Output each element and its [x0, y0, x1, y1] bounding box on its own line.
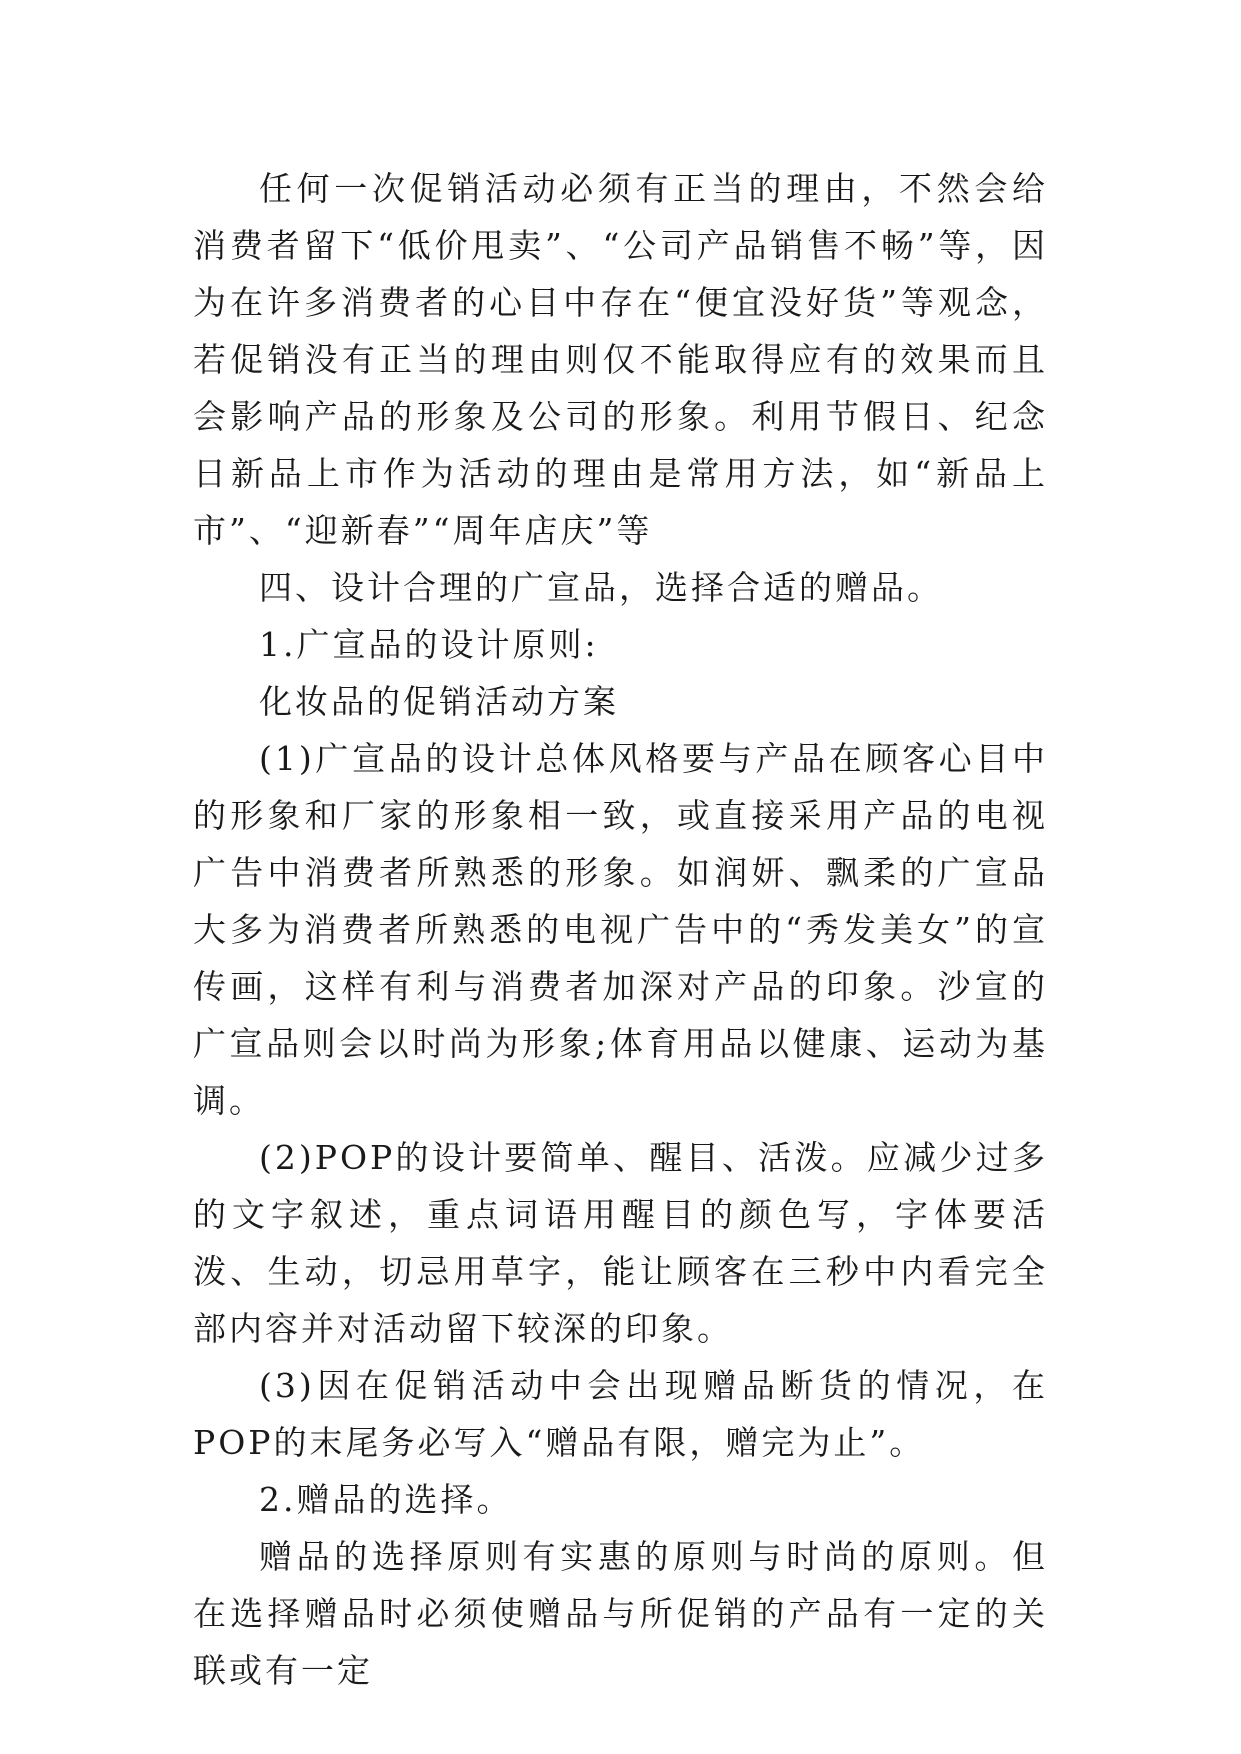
paragraph-item-1: (1)广宣品的设计总体风格要与产品在顾客心目中的形象和厂家的形象相一致，或直接采用产品的电视广告中消费者所熟悉的形象。如润妍、飘柔的广宣品大多为消费者所熟悉的电视广告中的“秀发美女”的宣传画，这样有利与消费者加深对产品的印象。沙宣的广宣品则会以时尚为形象;体育用品以健康、运动为基调。: [193, 739, 1048, 1120]
section-heading-four: 四、设计合理的广宣品，选择合适的赠品。: [259, 568, 943, 607]
paragraph-promotion-reason: 任何一次促销活动必须有正当的理由，不然会给消费者留下“低价甩卖”、“公司产品销售不畅”等，因为在许多消费者的心目中存在“便宜没好货”等观念，若促销没有正当的理由则仅不能取得应有的效果而且会影响产品的形象及公司的形象。利用节假日、纪念日新品上市作为活动的理由是常用方法，如“新品上市”、“迎新春”“周年店庆”等: [193, 169, 1048, 550]
paragraph-gift-principles: 赠品的选择原则有实惠的原则与时尚的原则。但在选择赠品时必须使赠品与所促销的产品有一定的关联或有一定: [193, 1537, 1048, 1690]
subheading-gift-selection: 2.赠品的选择。: [259, 1480, 513, 1519]
inline-title-cosmetics-plan: 化妆品的促销活动方案: [259, 682, 619, 721]
subheading-design-principles: 1.广宣品的设计原则:: [259, 625, 599, 664]
paragraph-item-3: (3)因在促销活动中会出现赠品断货的情况，在POP的末尾务必写入“赠品有限，赠完为止”。: [193, 1366, 1048, 1462]
document-body: [193, 160, 1048, 1699]
paragraph-item-2: (2)POP的设计要简单、醒目、活泼。应减少过多的文字叙述，重点词语用醒目的颜色写，字体要活泼、生动，切忌用草字，能让顾客在三秒中内看完全部内容并对活动留下较深的印象。: [193, 1138, 1048, 1348]
